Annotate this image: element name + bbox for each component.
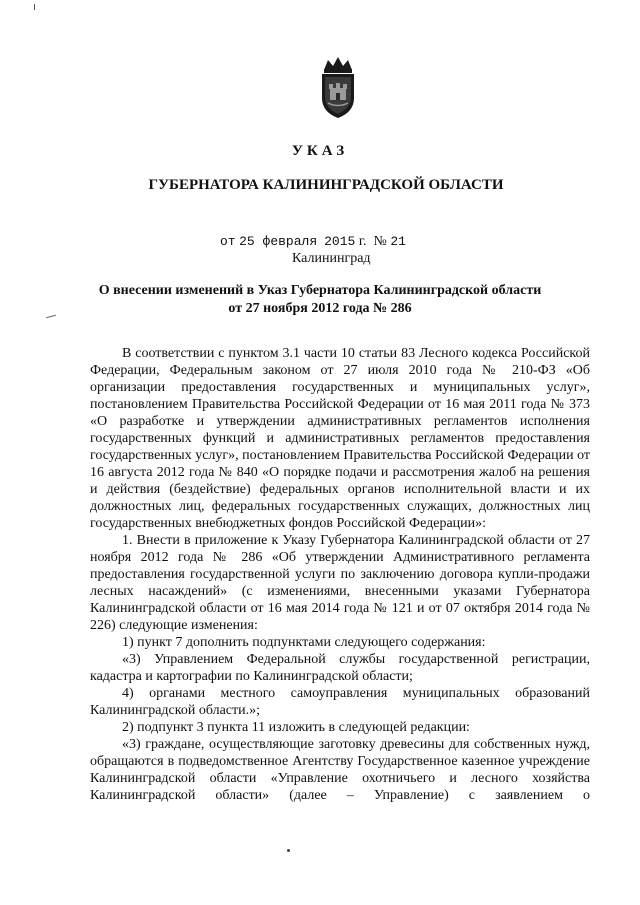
document-body: [90, 345, 590, 804]
body-paragraph: 4) органами местного самоуправления муниципальных образований Калининградской области.»;: [90, 686, 590, 718]
body-paragraph: В соответствии с пунктом 3.1 части 10 статьи 83 Лесного кодекса Российской Федерации, Федеральным законом от 27 июля 2010 года № 210-ФЗ «Об организации предоставления государственных и муниципальных услуг», постановлением Правительства Российской Федерации от 16 мая 2011 года № 373 «О разработке и утверждении административных регламентов исполнения государственных функций и административных регламентов предоставления государственных услуг», постановлением Правительства Российской Федерации от 16 августа 2012 года № 840 «О порядке подачи и рассмотрения жалоб на решения и действия (бездействие) федеральных органов исполнительной власти и их должностных лиц, федеральных государственных служащих, должностных лиц государственных внебюджетных фондов Российской Федерации»:: [90, 346, 591, 531]
document-title: [0, 282, 640, 318]
scan-mark: [34, 4, 38, 10]
date-prefix: от: [220, 234, 236, 249]
document-number: 21: [390, 234, 406, 249]
issuing-authority-heading: ГУБЕРНАТОРА КАЛИНИНГРАДСКОЙ ОБЛАСТИ: [148, 177, 504, 193]
body-paragraph: 1. Внести в приложение к Указу Губернатора Калининградской области от 27 ноября 2012 года № 286 «Об утверждении Административного регламента предоставления государственной услуги по заключению договора купли-продажи лесных насаждений» (с изменениями, внесенными указами Губернатора Калининградской области от 16 мая 2014 года № 121 и от 07 октября 2014 года № 226) следующие изменения:: [90, 533, 590, 633]
document-title-line: от 27 ноября 2012 года № 286: [228, 301, 412, 316]
body-paragraph: «3) граждане, осуществляющие заготовку древесины для собственных нужд, обращаются в подведомственное Агентству Государственное казенное учреждение Калининградской области «Управление охотничьего и лесного хозяйства Калининградской области» (далее – Управление) с заявлением о: [90, 737, 590, 803]
scan-mark: [287, 849, 290, 852]
document-date-line: [220, 234, 406, 250]
body-paragraph: «3) Управлением Федеральной службы государственной регистрации, кадастра и картографии по Калининградской области;: [90, 652, 590, 684]
number-prefix: №: [373, 234, 387, 249]
year-value: 2015: [324, 234, 356, 249]
body-paragraph: 2) подпункт 3 пункта 11 изложить в следующей редакции:: [122, 720, 470, 735]
document-type-heading: УКАЗ: [291, 143, 349, 159]
year-suffix: г.: [358, 234, 367, 249]
date-value: 25 февраля: [239, 234, 318, 249]
coat-of-arms-emblem: [314, 56, 362, 120]
body-paragraph: 1) пункт 7 дополнить подпунктами следующего содержания:: [122, 635, 486, 650]
document-city: Калининград: [292, 251, 371, 266]
document-title-line: О внесении изменений в Указ Губернатора Калининградской области: [98, 283, 542, 298]
